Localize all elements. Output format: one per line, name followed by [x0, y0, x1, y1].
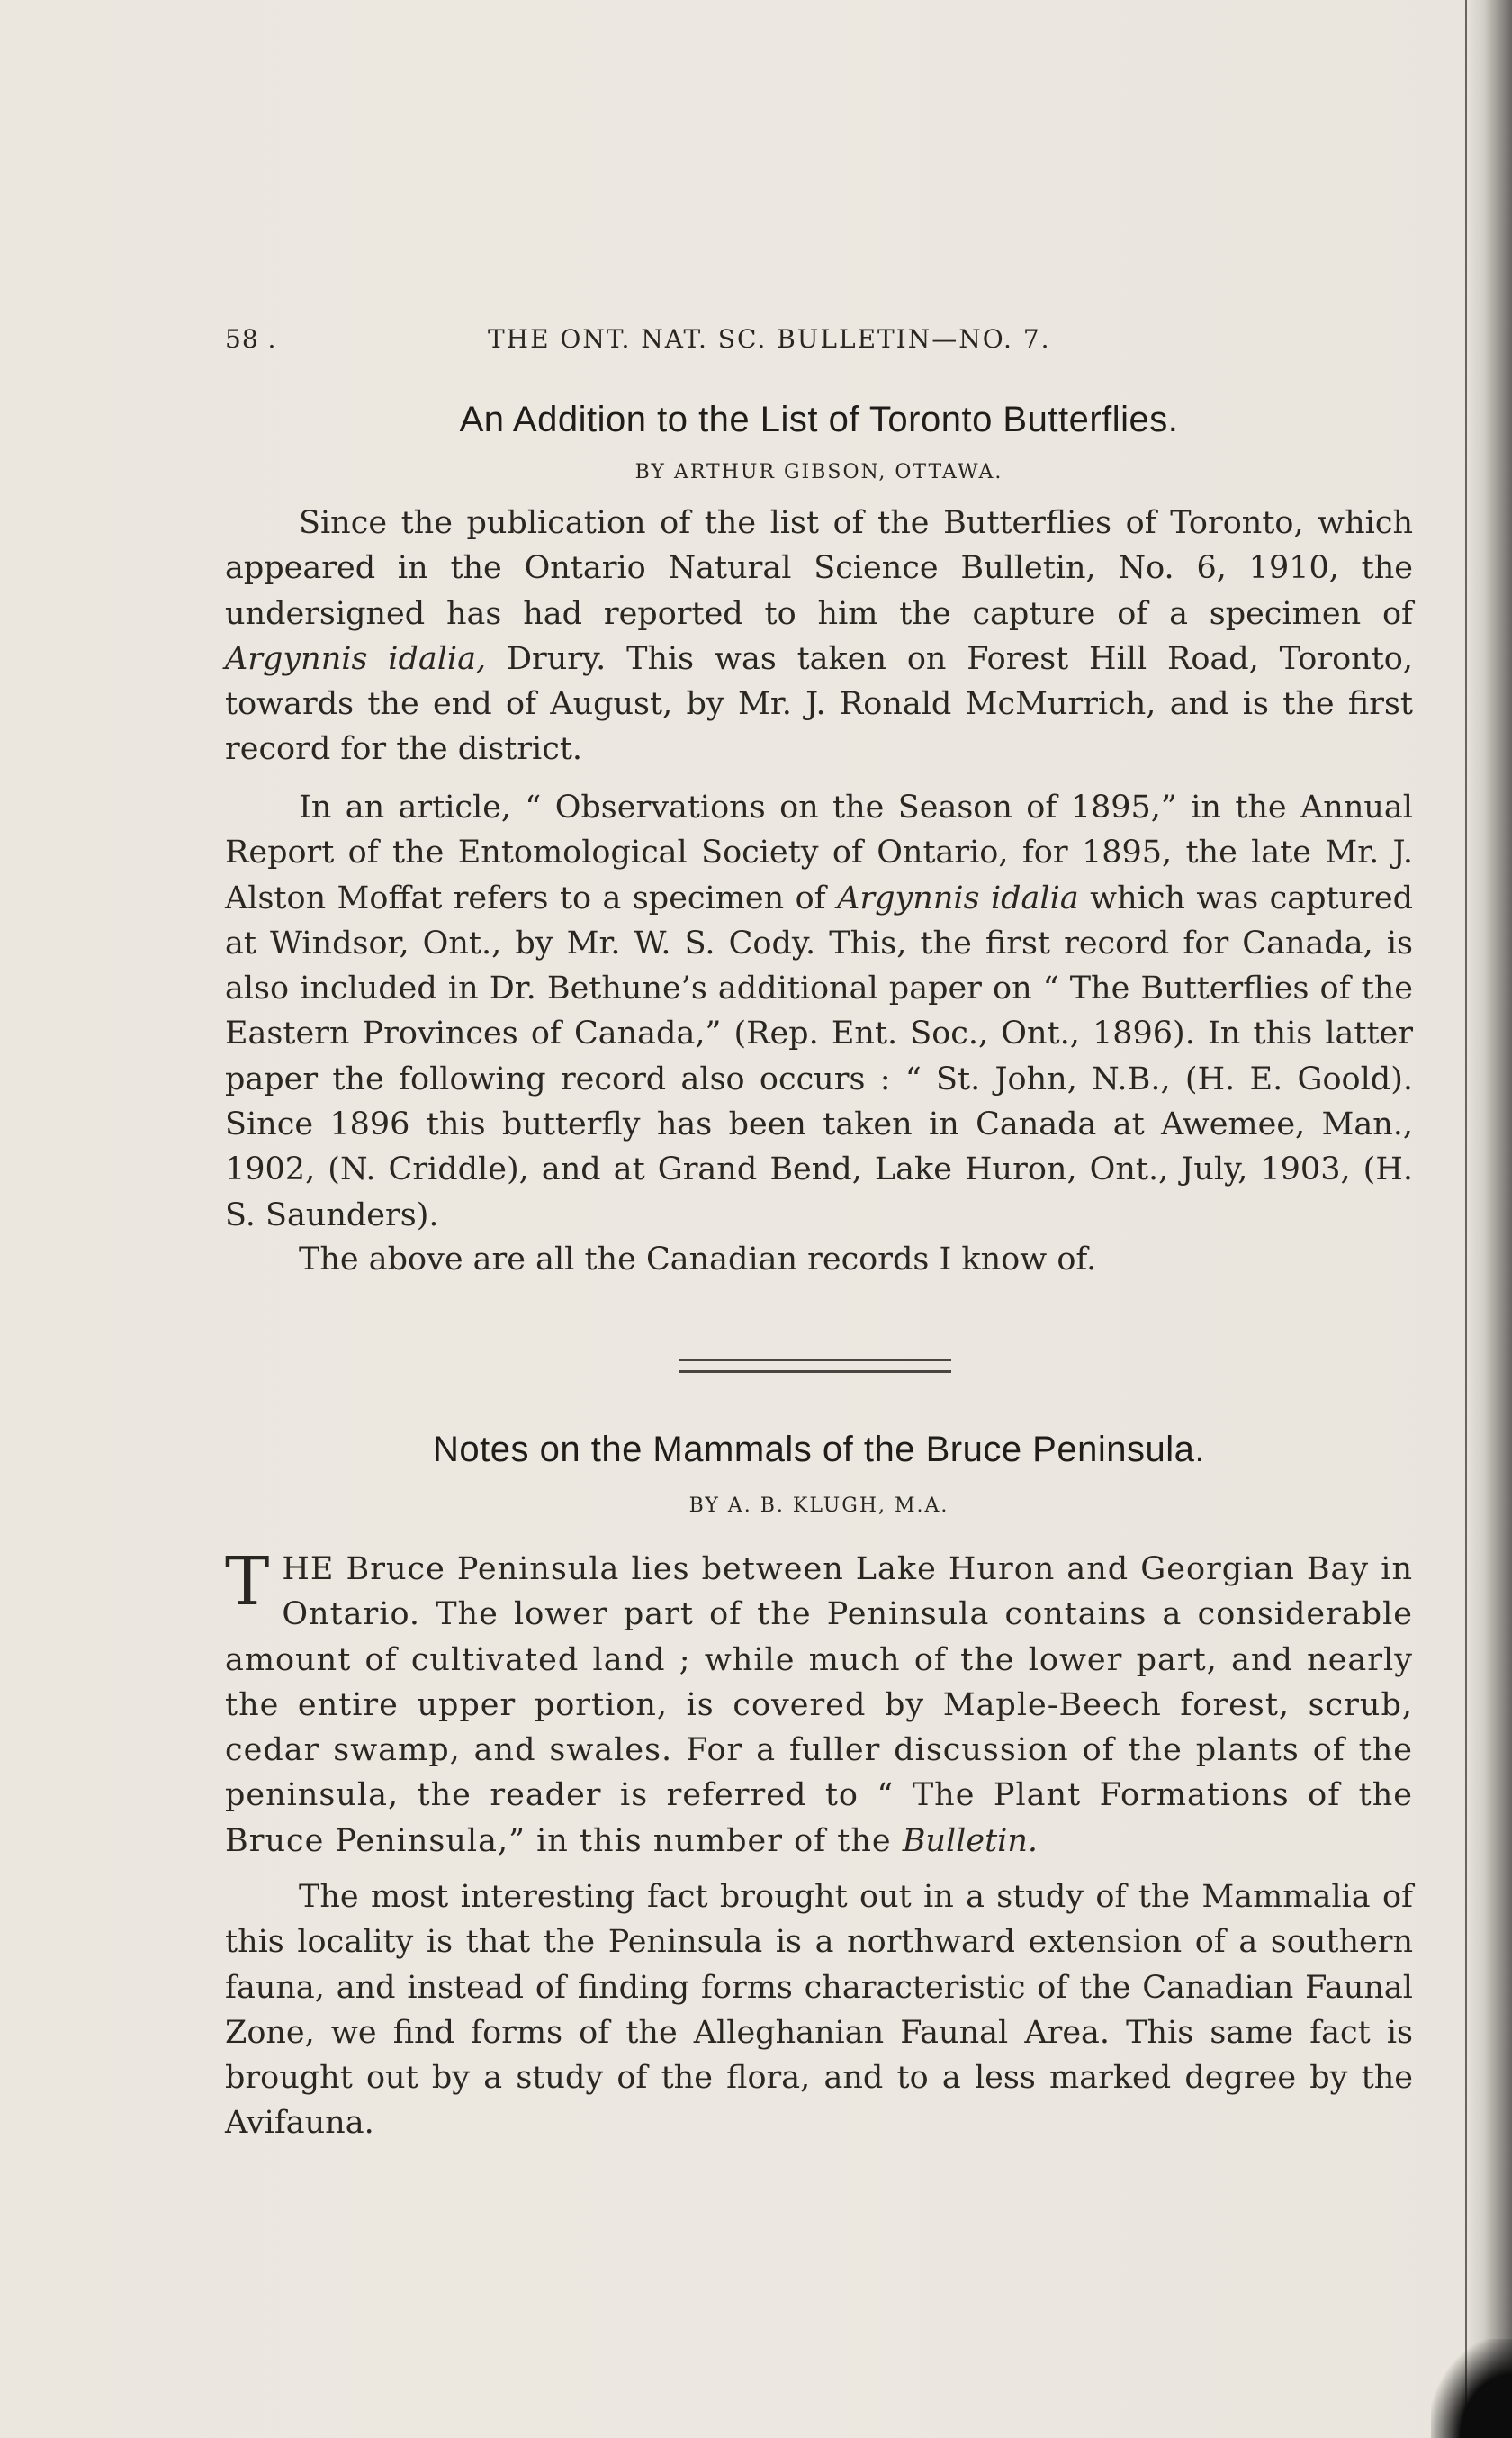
article1-p1-text-b: Drury. This was taken on Forest Hill Road, Toronto, towards the end of August, by Mr. J. Ronald McMurrich, and is the first record for the district. [225, 640, 1413, 768]
page-edge-shadow [1465, 0, 1512, 2438]
article1-paragraph-2 [225, 785, 1413, 1238]
article1-p1-text-a: Since the publication of the list of the Butterflies of Toronto, which appeared in the Ontario Natural Science Bulletin, No. 6, 1910, the undersigned has had reported to him the capture of a specimen of [225, 505, 1413, 632]
drop-cap-letter: T [225, 1543, 270, 1621]
article1-paragraph-3: The above are all the Canadian records I know of. [299, 1242, 1097, 1278]
page-number: 58 . [225, 324, 277, 354]
article2-p1-text: HE Bruce Peninsula lies between Lake Huron and Georgian Bay in Ontario. The lower part of the Peninsula contains a considerable amount of cultivated land ; while much of the lower part, and nearly the entire upper portion, is covered by Maple-Beech forest, scrub, cedar swamp, and swales. For a fuller discussion of the plants of the peninsula, the reader is referred to “ The Plant Formations of the Bruce Peninsula,” in this number of the [225, 1551, 1413, 1859]
running-header [225, 324, 1413, 360]
article1-paragraph-1 [225, 501, 1413, 772]
article1-p2-text-b: which was captured at Windsor, Ont., by Mr. W. S. Cody. This, the first record for Canada, is also included in Dr. Bethune’s additional paper on “ The Butterflies of the Eastern Provinces of Canada,” (Rep. Ent. Soc., Ont., 1896). In this latter paper the following record also occurs : “ St. John, N.B., (H. E. Goold). Since 1896 this butterfly has been taken in Canada at Awemee, Man., 1902, (N. Criddle), and at Grand Bend, Lake Huron, Ont., July, 1903, (H. S. Saunders). [225, 880, 1413, 1233]
section-divider-rule [680, 1359, 951, 1373]
article-title-mammals: Notes on the Mammals of the Bruce Peninsula. [433, 1430, 1205, 1469]
article2-paragraph-2: The most interesting fact brought out in a study of the Mammalia of this locality is that the Peninsula is a northward extension of a southern fauna, and instead of finding forms characteristic of the Canadian Faunal Zone, we find forms of the Alleghanian Faunal Area. This same fact is brought out by a study of the flora, and to a less marked degree by the Avifauna. [225, 1879, 1413, 2142]
species-name: Argynnis idalia [837, 880, 1079, 917]
article-title-butterflies: An Addition to the List of Toronto Butterflies. [459, 400, 1179, 439]
running-title: THE ONT. NAT. SC. BULLETIN—NO. 7. [488, 324, 1051, 354]
page-corner-shadow [1431, 2339, 1512, 2438]
article1-p2-text-a: In an article, “ Observations on the Season of 1895,” in the Annual Report of the Entomological Society of Ontario, for 1895, the late Mr. J. Alston Moffat refers to a specimen of [225, 790, 1413, 917]
article2-paragraph-1 [225, 1543, 1413, 1864]
journal-name: Bulletin. [902, 1822, 1038, 1859]
article-byline-klugh: BY A. B. KLUGH, M.A. [688, 1494, 950, 1517]
article-byline-gibson: BY ARTHUR GIBSON, OTTAWA. [634, 461, 1004, 483]
species-name: Argynnis idalia, [225, 640, 487, 677]
